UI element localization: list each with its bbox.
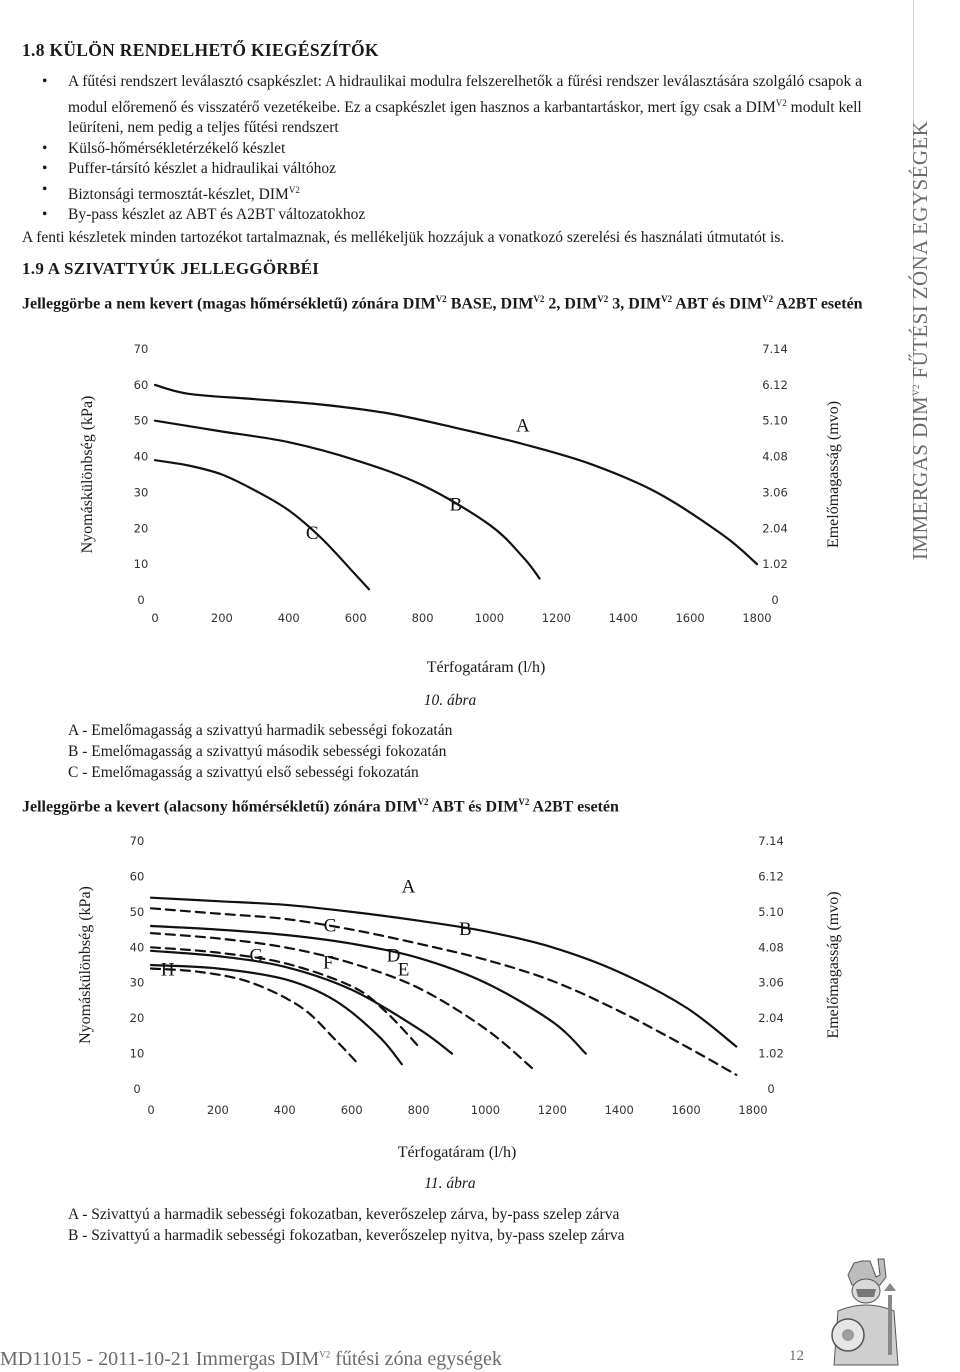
- y-tick-label: 10: [129, 1046, 145, 1061]
- y-tick-label: 20: [129, 1011, 145, 1026]
- y-tick-label: 70: [129, 834, 145, 848]
- x-tick-label: 1000: [470, 1103, 501, 1117]
- x-axis-title: Térfogatáram (l/h): [426, 659, 546, 676]
- footer-doc-id: MD11015 - 2011-10-21 Immergas $DIM^{V2}$ fűtési zóna egységek: [0, 1348, 502, 1370]
- x-tick-label: 200: [210, 611, 233, 625]
- series-label-C: C: [305, 523, 319, 545]
- series-label-F: F: [322, 952, 334, 974]
- series-label-A: A: [401, 876, 416, 898]
- x-tick-label: 600: [344, 611, 367, 625]
- legend-item: C - Emelőmagasság a szivattyú első sebességi fokozatán: [68, 764, 419, 781]
- y-tick-label: 70: [133, 342, 149, 356]
- x-tick-label: 800: [407, 1103, 430, 1117]
- list-item: • Biztonsági termosztát-készlet, $DIM^{V2}$: [42, 180, 898, 206]
- y2-tick-label: 0: [771, 593, 779, 607]
- series-line-A: [151, 898, 736, 1047]
- list-item: • Külső-hőmérsékletérzékelő készlet: [42, 139, 898, 160]
- y2-tick-label: 4.08: [758, 940, 784, 955]
- series-label-C: C: [323, 915, 337, 937]
- x-tick-label: 600: [340, 1103, 363, 1117]
- x-tick-label: 800: [411, 611, 434, 625]
- y2-tick-label: 5.10: [762, 413, 788, 428]
- y-tick-label: 30: [129, 975, 145, 990]
- x-tick-label: 1200: [537, 1103, 567, 1117]
- y2-tick-label: 2.04: [762, 521, 788, 536]
- series-line-H: [151, 969, 358, 1065]
- y-tick-label: 20: [133, 521, 149, 536]
- section-title-accessories: 1.8 KÜLÖN RENDELHETŐ KIEGÉSZÍTŐK: [22, 40, 379, 60]
- sidebar-title: IMMERGAS $DIM^{V2}$ FŰTÉSI ZÓNA EGYSÉGEK: [908, 120, 932, 560]
- y2-tick-label: 0: [767, 1082, 775, 1096]
- y2-tick-label: 4.08: [762, 449, 788, 464]
- x-tick-label: 0: [147, 1103, 155, 1117]
- y2-tick-label: 6.12: [762, 377, 788, 392]
- x-tick-label: 1600: [671, 1103, 701, 1117]
- series-label-B: B: [449, 494, 463, 516]
- y-tick-label: 50: [133, 413, 149, 428]
- figure-caption-2: 11. ábra: [424, 1175, 476, 1192]
- chart1-title: Jelleggörbe a nem kevert (magas hőmérsékletű) zónára $DIM^{V2}$ BASE, $DIM^{V2}$ 2, $DIM^{V2}$ 3, $DIM^{V2}$ ABT és $DIM^{V2}$ A2BT esetén: [22, 294, 863, 313]
- x-tick-label: 1800: [742, 611, 772, 625]
- pump-curve-chart-1: [0, 330, 900, 690]
- x-tick-label: 1400: [604, 1103, 634, 1117]
- series-line-G: [151, 965, 402, 1064]
- accessories-note: A fenti készletek minden tartozékot tartalmaznak, és mellékeljük hozzájuk a vonatkozó szerelési és használati útmutatót is.: [22, 229, 785, 246]
- y2-axis-title: Emelőmagasság (mvo): [825, 891, 842, 1039]
- x-tick-label: 1800: [738, 1103, 768, 1117]
- y-tick-label: 50: [129, 904, 145, 919]
- y-tick-label: 0: [137, 593, 145, 607]
- series-label-E: E: [397, 959, 410, 981]
- y2-tick-label: 3.06: [758, 975, 784, 990]
- legend-item: A - Szivattyú a harmadik sebességi fokozatban, keverőszelep zárva, by-pass szelep zárva: [68, 1206, 620, 1223]
- y2-tick-label: 1.02: [762, 557, 788, 572]
- x-tick-label: 200: [206, 1103, 229, 1117]
- series-label-H: H: [160, 959, 175, 981]
- x-tick-label: 1600: [675, 611, 705, 625]
- x-tick-label: 400: [273, 1103, 296, 1117]
- y-tick-label: 30: [133, 485, 149, 500]
- legend-item: A - Emelőmagasság a szivattyú harmadik sebességi fokozatán: [68, 722, 453, 739]
- series-line-C: [155, 460, 369, 589]
- series-line-B: [155, 421, 540, 579]
- y2-axis-title: Emelőmagasság (mvo): [825, 400, 842, 549]
- list-item: • A fűtési rendszert leválasztó csapkészlet: A hidraulikai modulra felszerelhetők a fűrési rendszer leválasztására szolgáló csapok a modul előremenő és visszatérő vezetékeibe. Ez a csapkészlet igen hasznos a karbantartáskor, mert így csak a $DIM^{V2}$ modult kell leüríteni, nem pedig a teljes fűtési rendszert: [42, 72, 898, 139]
- page-number: 12: [789, 1348, 804, 1364]
- section-title-pump-curves: 1.9 A SZIVATTYÚK JELLEGGÖRBÉI: [22, 259, 320, 278]
- x-tick-label: 1200: [541, 611, 571, 625]
- y-axis-title: Nyomáskülönbség (kPa): [79, 395, 96, 554]
- chart2-title: Jelleggörbe a kevert (alacsony hőmérsékletű) zónára $DIM^{V2}$ ABT és $DIM^{V2}$ A2BT esetén: [22, 797, 619, 816]
- x-tick-label: 1400: [608, 611, 638, 625]
- x-tick-label: 400: [277, 611, 300, 625]
- legend-item: B - Emelőmagasság a szivattyú második sebességi fokozatán: [68, 743, 447, 760]
- legend-item: B - Szivattyú a harmadik sebességi fokozatban, keverőszelep nyitva, by-pass szelep zárva: [68, 1227, 625, 1244]
- figure-caption-1: 10. ábra: [423, 692, 477, 709]
- series-line-C: [151, 926, 586, 1054]
- y-tick-label: 60: [133, 377, 149, 392]
- chart2-legend: [68, 1204, 625, 1246]
- series-line-B: [151, 908, 736, 1075]
- y2-tick-label: 6.12: [758, 869, 784, 884]
- y2-tick-label: 7.14: [762, 342, 788, 356]
- series-line-D: [151, 933, 536, 1071]
- x-axis-title: Térfogatáram (l/h): [397, 1144, 517, 1161]
- series-line-A: [155, 385, 757, 564]
- y-tick-label: 10: [133, 557, 149, 572]
- list-item: • By-pass készlet az ABT és A2BT változatokhoz: [42, 205, 898, 226]
- x-tick-label: 0: [151, 611, 159, 625]
- x-tick-label: 1000: [474, 611, 505, 625]
- list-item: • Puffer-társító készlet a hidraulikai váltóhoz: [42, 159, 898, 180]
- mascot-knight-logo: [818, 1255, 914, 1369]
- y2-tick-label: 7.14: [758, 834, 784, 848]
- y-tick-label: 40: [129, 940, 145, 955]
- series-label-D: D: [386, 945, 401, 967]
- y2-tick-label: 2.04: [758, 1011, 784, 1026]
- series-label-G: G: [249, 945, 264, 967]
- series-label-A: A: [516, 415, 530, 437]
- pump-curve-chart-2: [0, 822, 900, 1172]
- y-axis-title: Nyomáskülönbség (kPa): [77, 886, 94, 1044]
- chart1-legend: [68, 720, 452, 783]
- accessories-list: [42, 72, 898, 226]
- y2-tick-label: 1.02: [758, 1046, 784, 1061]
- y-tick-label: 0: [133, 1082, 141, 1096]
- series-label-B: B: [459, 918, 472, 940]
- y2-tick-label: 3.06: [762, 485, 788, 500]
- y2-tick-label: 5.10: [758, 904, 784, 919]
- y-tick-label: 40: [133, 449, 149, 464]
- y-tick-label: 60: [129, 869, 145, 884]
